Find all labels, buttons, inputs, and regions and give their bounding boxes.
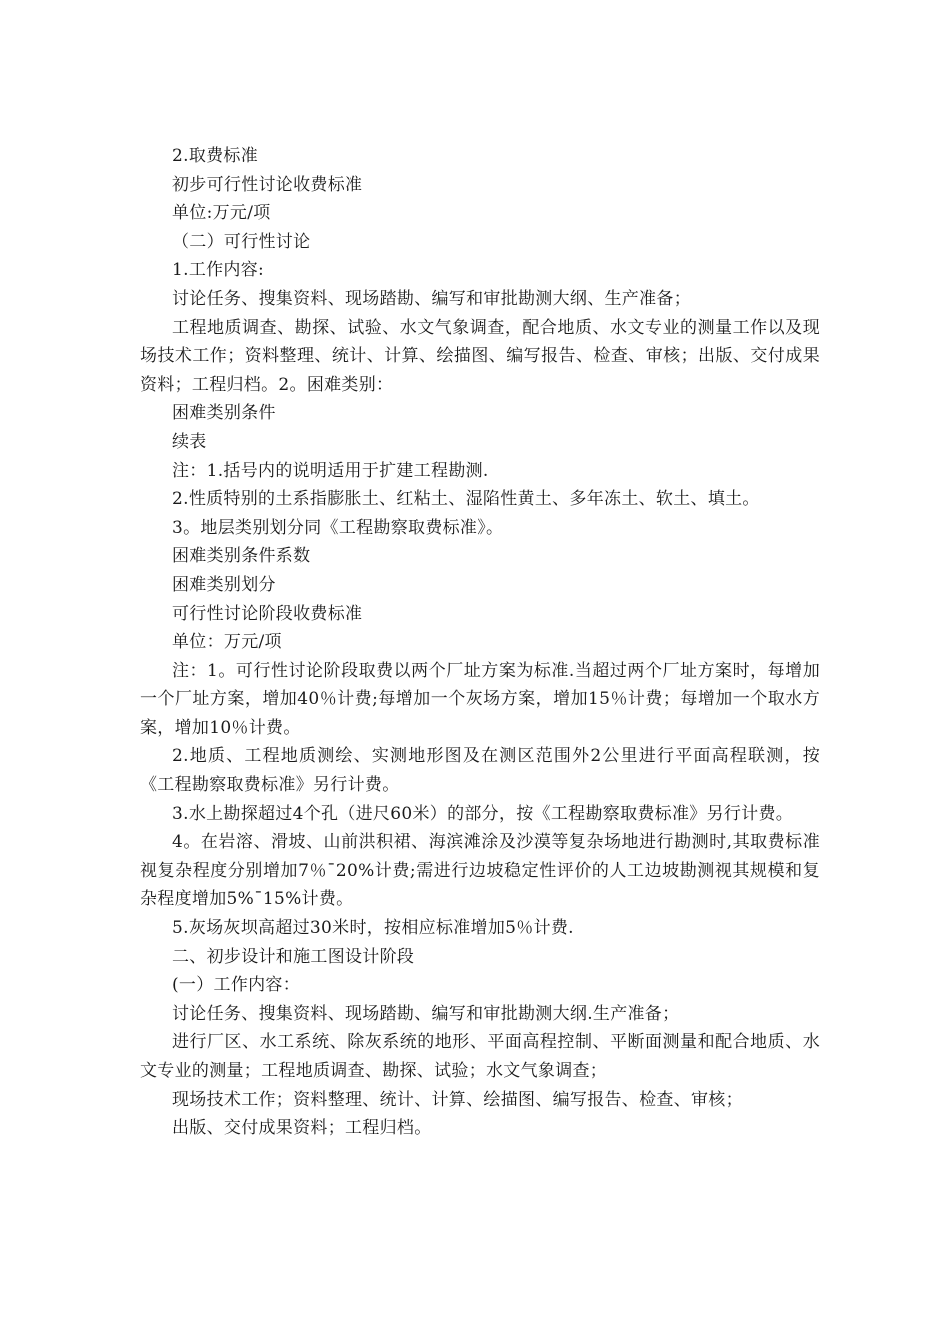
paragraph: 困难类别条件系数: [172, 546, 311, 567]
paragraph: 单位：万元/项: [172, 632, 282, 653]
paragraph: 困难类别条件: [172, 403, 276, 424]
paragraph: 进行厂区、水工系统、除灰系统的地形、平面高程控制、平断面测量和配合地质、水文专业的测量；工程地质调查、勘探、试验；水文气象调查；: [140, 1032, 820, 1081]
paragraph: 困难类别划分: [172, 574, 276, 595]
paragraph: 讨论任务、搜集资料、现场踏勘、编写和审批勘测大纲、生产准备；: [172, 288, 691, 309]
paragraph: 注：1。可行性讨论阶段取费以两个厂址方案为标准.当超过两个厂址方案时，每增加一个厂址方案，增加40％计费;每增加一个灰场方案，增加15％计费；每增加一个取水方案，增加10％计费。: [140, 660, 820, 738]
paragraph: 二、初步设计和施工图设计阶段: [172, 946, 415, 967]
paragraph: 2.取费标准: [172, 146, 259, 166]
paragraph: 注：1.括号内的说明适用于扩建工程勘测.: [172, 460, 489, 481]
paragraph: 5.灰场灰坝高超过30米时，按相应标准增加5％计费.: [172, 918, 574, 939]
paragraph: 续表: [172, 431, 207, 452]
paragraph: 1.工作内容:: [172, 260, 265, 281]
paragraph: 可行性讨论阶段收费标准: [172, 603, 363, 624]
paragraph: 现场技术工作；资料整理、统计、计算、绘描图、编写报告、检查、审核；: [172, 1089, 743, 1110]
paragraph: 工程地质调查、勘探、试验、水文气象调查，配合地质、水文专业的测量工作以及现场技术工作；资料整理、统计、计算、绘描图、编写报告、检查、审核；出版、交付成果资料；工程归档。2。困难类别：: [140, 317, 820, 395]
paragraph: 初步可行性讨论收费标准: [172, 174, 363, 195]
paragraph: (一）工作内容：: [172, 975, 301, 996]
paragraph: 单位:万元/项: [172, 203, 271, 224]
paragraph: 2.性质特别的土系指膨胀土、红粘土、湿陷性黄土、多年冻土、软土、填土。: [172, 489, 760, 510]
paragraph: 3。地层类别划分同《工程勘察取费标准》。: [172, 517, 504, 538]
paragraph: 3.水上勘探超过4个孔（进尺60米）的部分，按《工程勘察取费标准》另行计费。: [172, 803, 794, 824]
paragraph: 2.地质、工程地质测绘、实测地形图及在测区范围外2公里进行平面高程联测，按《工程勘察取费标准》另行计费。: [140, 746, 820, 796]
document-body: [140, 142, 820, 1143]
paragraph: 讨论任务、搜集资料、现场踏勘、编写和审批勘测大纲.生产准备；: [172, 1003, 680, 1024]
paragraph: 4。在岩溶、滑坡、山前洪积裙、海滨滩涂及沙漠等复杂场地进行勘测时,其取费标准视复杂程度分别增加7％¯20%计费;需进行边坡稳定性评价的人工边坡勘测视其规模和复杂程度增加5%¯15%计费。: [140, 832, 820, 910]
paragraph: 出版、交付成果资料；工程归档。: [172, 1118, 432, 1139]
paragraph: （二）可行性讨论: [172, 231, 311, 252]
